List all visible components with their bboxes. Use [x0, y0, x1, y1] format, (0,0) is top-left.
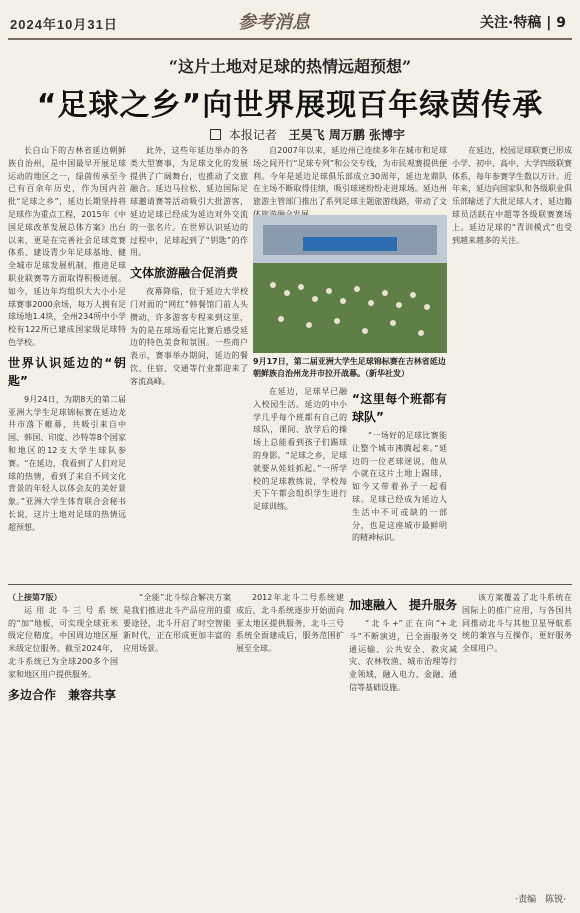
article-subtitle: “这片土地对足球的热情远超预想” — [168, 57, 412, 76]
paragraph: 在延边，足球早已融入校园生活。延边的中小学几乎每个班都有自己的球队，课间、放学后的操场上总能看到孩子们踢球的身影。“足球之乡，足球就要从娃娃抓起。”一所学校的足球教练说，学校每天下午都会组织学生进行足球训练。 — [253, 387, 347, 512]
paragraph: “北斗+”正在向“+北斗”不断演进，已全面服务交通运输、公共安全、救灾减灾、农林牧渔、城市治理等行业领域，融入电力、金融、通信等基础设施。 — [349, 619, 457, 692]
editor-credit: ·责编 陈锐· — [515, 895, 566, 905]
article-column-2 — [130, 145, 248, 575]
paragraph: 运用北斗三号系统的“加”地板，可实现全球亚米级定位精度，中国周边地区厘米级定位服务。截至2024年，北斗系统已为全球200多个国家和地区用户提供服务。 — [8, 605, 118, 679]
article-column-3-top — [253, 145, 447, 211]
page-number-divider: | — [546, 15, 557, 31]
section-heading: 加速融入 提升服务 — [349, 598, 458, 612]
byline-box-icon — [210, 129, 221, 140]
article-column-3-bottom-left — [253, 386, 347, 576]
paragraph: 自2007年以来，延边州已连续多年在城市和足球场之间开行“足球专列”和公交专线，为市民观赛提供便利。今年是延边足球俱乐部成立30周年，延边龙鼎队在主场不断取得佳绩，吸引球迷纷纷走进球场。延边州旅游主管部门推出了系列足球主题旅游线路，带动了文 — [253, 146, 447, 207]
section-heading: “这里每个班都有球队” — [352, 392, 447, 424]
section-heading: 世界认识延边的“钥匙” — [8, 355, 126, 388]
photo-caption: 9月17日，第二届亚洲大学生足球锦标赛在吉林省延边朝鲜族自治州龙井市拉开战幕。（新华社发） — [253, 357, 446, 378]
bottom-column-2 — [123, 592, 231, 892]
bottom-column-5 — [462, 592, 572, 882]
paragraph: 在延边，校园足球联赛已形成小学、初中、高中、大学四级联赛体系，每年参赛学生数以万计。近年来，延边向国家队和各级职业俱乐部输送了大批足球人才，延边籍球员活跃在中超等各级联赛赛场上。延边足球的“青训模式”也受到越来越多的关注。 — [452, 146, 572, 245]
section-name: 关注·特稿 — [480, 15, 542, 31]
bottom-column-3 — [236, 592, 344, 892]
bottom-column-4 — [349, 592, 457, 892]
article-column-3-bottom-right — [352, 386, 447, 576]
paragraph: 该方案覆盖了北斗系统在国际上的推广应用，与各国共同推动北斗与其他卫星导航系统的兼容与互操作，更好服务全球用户。 — [462, 593, 572, 654]
section-label — [480, 12, 566, 32]
article-column-4 — [452, 145, 572, 575]
paragraph: 2012年北斗二号系统建成后，北斗系统逐步开始面向亚太地区提供服务，北斗三号系统全面建成后，服务范围扩展至全球。 — [236, 593, 344, 654]
article-column-1 — [8, 145, 126, 575]
section-heading: 多边合作 兼容共享 — [8, 687, 117, 702]
paragraph: 9月24日，为期8天的第二届亚洲大学生足球锦标赛在延边龙井市落下帷幕，共吸引来自中国、韩国、印度、沙特等8个国家和地区的12支大学生球队参赛。“在延边，我看到了人们对足球的热情，看到了来自不同文化背景的年轻人以体会友的美好景象。”亚洲大学生体育联合会秘书长说，这片土地对足球的热情远超预想。 — [8, 394, 126, 532]
stadium-illustration — [253, 215, 447, 353]
section-heading: 文体旅游融合促消费 — [130, 266, 239, 281]
paragraph: 夜幕降临，位于延边大学校门对面的“网红”韩餐馆门前人头攒动，许多游客专程来到这里，为的是在球场看完比赛后感受延边的特色美食和氛围。一些商户表示，赛事举办期间，延边的餐饮、住宿、交通等行业都迎来了客流高峰。 — [130, 287, 248, 386]
page-header — [0, 0, 580, 40]
article-title: “足球之乡”向世界展现百年绿茵传承 — [36, 88, 544, 123]
newspaper-logo: 参考消息 — [238, 12, 310, 33]
bottom-column-1 — [8, 592, 118, 892]
continued-label: （上接第7版） — [8, 593, 62, 602]
paragraph: “全能”北斗综合解决方案是我们推进北斗产品应用的重要途径，北斗开启了时空智能新时代，正在形成更加丰富的应用场景。 — [123, 593, 231, 654]
byline-label: 本报记者 — [228, 128, 277, 142]
header-rule — [8, 38, 572, 40]
byline — [210, 126, 405, 143]
issue-date: 2024年10月31日 — [10, 17, 118, 32]
paragraph: 此外，这些年延边举办的各类大型赛事，为足球文化的发展提供了广阔舞台，也推动了文旅融合。延边马拉松、延边国际足球邀请赛等活动吸引大批游客，延边足球已经成为延边对外交流的一张名片。在世界认识延边的过程中，足球起到了“钥匙”的作用。 — [130, 146, 248, 258]
paragraph: “一场好的足球比赛能让整个城市沸腾起来。”延边的一位老球迷说，他从小就在这片土地上踢球，如今又带着孙子一起看球。足球已经成为延边人生活中不可或缺的一部分，也是这座城市最鲜明的精神标识。 — [352, 431, 447, 543]
byline-authors: 王昊飞 周万鹏 张博宇 — [288, 128, 406, 142]
section-divider — [8, 584, 572, 585]
paragraph: 长白山下的吉林省延边朝鲜族自治州，是中国最早开展足球运动的地区之一，绿茵传承至今已有百余年历史，作为国内首批“足球之乡”，延边长期坚持将足球作为重点工程，2015年《中国足球改革发展总体方案》出台以来，更是在完善社会足球竞赛体系、建设青少年足球基地、健全城市足球发展机制、推进足球职业联赛等方面取得积极进展。如今，延边年均组织大大小小足球赛事2000余场，每万人拥有足球场地1.4块，全州234所中小学校有122所已建成国家级足球特色学校。 — [8, 146, 126, 347]
stadium-photo — [253, 215, 447, 353]
page-number: 9 — [556, 15, 566, 31]
